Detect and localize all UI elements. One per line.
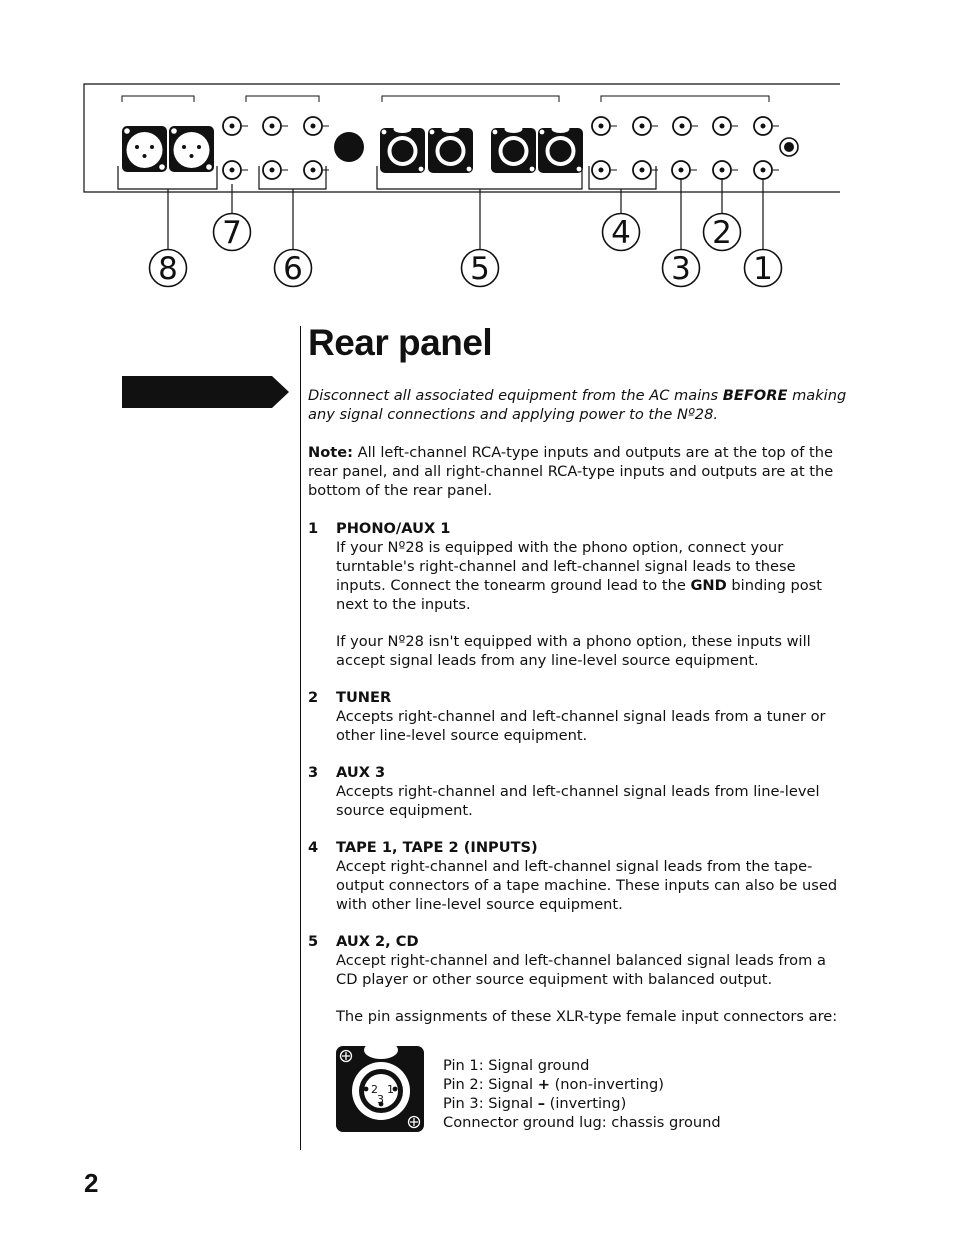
- ground-lug-assignment: Connector ground lug: chassis ground: [443, 1114, 721, 1131]
- section-tuner: [308, 688, 848, 745]
- section-aux3: [308, 763, 848, 820]
- rca-jack-icon: [754, 117, 779, 135]
- xlr-male-connector-icon: [122, 126, 167, 172]
- callout-5: 5: [470, 251, 490, 287]
- rear-panel-diagram: [0, 0, 954, 300]
- section-phono-aux1: [308, 519, 848, 670]
- section-paragraph: Accepts right-channel and left-channel signal leads from line-level source equipment.: [336, 783, 820, 819]
- section-paragraph: Accepts right-channel and left-channel signal leads from a tuner or other line-level source equipment.: [336, 708, 826, 744]
- note-text: Note: All left-channel RCA-type inputs and outputs are at the top of the rear panel, and all right-channel RCA-type inputs and outputs are at the bottom of the rear panel.: [308, 444, 834, 499]
- page-number: 2: [84, 1168, 99, 1198]
- section-heading: AUX 2, CD: [336, 933, 419, 950]
- callout-6: 6: [283, 251, 303, 287]
- ground-binding-post-icon: [780, 138, 798, 156]
- rca-jack-icon: [673, 117, 698, 135]
- section-number: 5: [308, 933, 319, 950]
- power-inlet-icon: [334, 132, 364, 162]
- section-paragraph: If your Nº28 isn't equipped with a phono option, these inputs will accept signal leads from any line-level source equipment.: [336, 633, 811, 669]
- rca-jack-icon: [672, 161, 697, 179]
- section-tape-inputs: [308, 838, 848, 914]
- warning-text: Disconnect all associated equipment from the AC mains BEFORE making any signal connections and applying power to the Nº28.: [308, 387, 847, 423]
- warning-arrow-icon: [122, 376, 290, 408]
- pin-label: 2: [371, 1083, 378, 1096]
- section-paragraph: If your Nº28 is equipped with the phono option, connect your turntable's right-channel and left-channel signal leads to these inputs. Connect the tonearm ground lead to the GND binding post next to the inputs.: [336, 539, 822, 613]
- section-number: 2: [308, 689, 319, 706]
- section-paragraph: The pin assignments of these XLR-type female input connectors are:: [336, 1008, 838, 1025]
- callout-4: 4: [611, 215, 631, 251]
- xlr-female-connector-icon: [491, 125, 536, 173]
- section-heading: PHONO/AUX 1: [336, 520, 451, 537]
- rca-jack-icon: [592, 161, 617, 179]
- warning-emphasis: BEFORE: [722, 387, 788, 404]
- rca-jack-icon: [304, 117, 329, 135]
- section-heading: AUX 3: [336, 764, 386, 781]
- xlr-female-connector-icon: [336, 1044, 426, 1134]
- xlr-female-connector-icon: [538, 125, 583, 173]
- rca-jack-icon: [754, 161, 779, 179]
- xlr-female-connector-icon: [428, 125, 473, 173]
- pin1-assignment: Pin 1: Signal ground: [443, 1057, 590, 1074]
- pin-label: 1: [387, 1083, 394, 1096]
- section-number: 1: [308, 520, 319, 537]
- page-title: Rear panel: [308, 322, 493, 363]
- pin3-assignment: Pin 3: Signal – (inverting): [443, 1095, 627, 1112]
- column-divider: [300, 326, 301, 1150]
- callout-7: 7: [222, 215, 242, 251]
- xlr-pinout: [336, 1044, 848, 1134]
- callout-2: 2: [712, 215, 732, 251]
- section-paragraph: Accept right-channel and left-channel signal leads from the tape-output connectors of a tape machine. These inputs can also be used with other line-level source equipment.: [336, 858, 838, 913]
- main-content: [308, 322, 848, 1134]
- rca-jack-icon: [263, 117, 288, 135]
- pin-label: 3: [377, 1093, 384, 1106]
- rca-jack-icon: [223, 117, 248, 135]
- section-paragraph: Accept right-channel and left-channel balanced signal leads from a CD player or other source equipment with balanced output.: [336, 952, 826, 988]
- rca-jack-icon: [713, 117, 738, 135]
- section-heading: TAPE 1, TAPE 2 (INPUTS): [336, 839, 538, 856]
- xlr-male-connector-icon: [169, 126, 214, 172]
- rca-jack-icon: [304, 161, 329, 179]
- rca-jack-icon: [713, 161, 738, 179]
- note-label: Note:: [308, 444, 353, 461]
- section-aux2-cd: [308, 932, 848, 1026]
- section-number: 4: [308, 839, 319, 856]
- callout-1: 1: [753, 251, 773, 287]
- rca-jack-icon: [223, 161, 248, 179]
- rca-jack-icon: [633, 161, 658, 179]
- callout-8: 8: [158, 251, 178, 287]
- section-heading: TUNER: [336, 689, 392, 706]
- callout-3: 3: [671, 251, 691, 287]
- pin-list: [443, 1056, 721, 1132]
- rca-jack-icon: [633, 117, 658, 135]
- rca-jack-icon: [263, 161, 288, 179]
- pin2-assignment: Pin 2: Signal + (non-inverting): [443, 1076, 664, 1093]
- xlr-female-connector-icon: [380, 125, 425, 173]
- section-number: 3: [308, 764, 319, 781]
- rca-jack-icon: [592, 117, 617, 135]
